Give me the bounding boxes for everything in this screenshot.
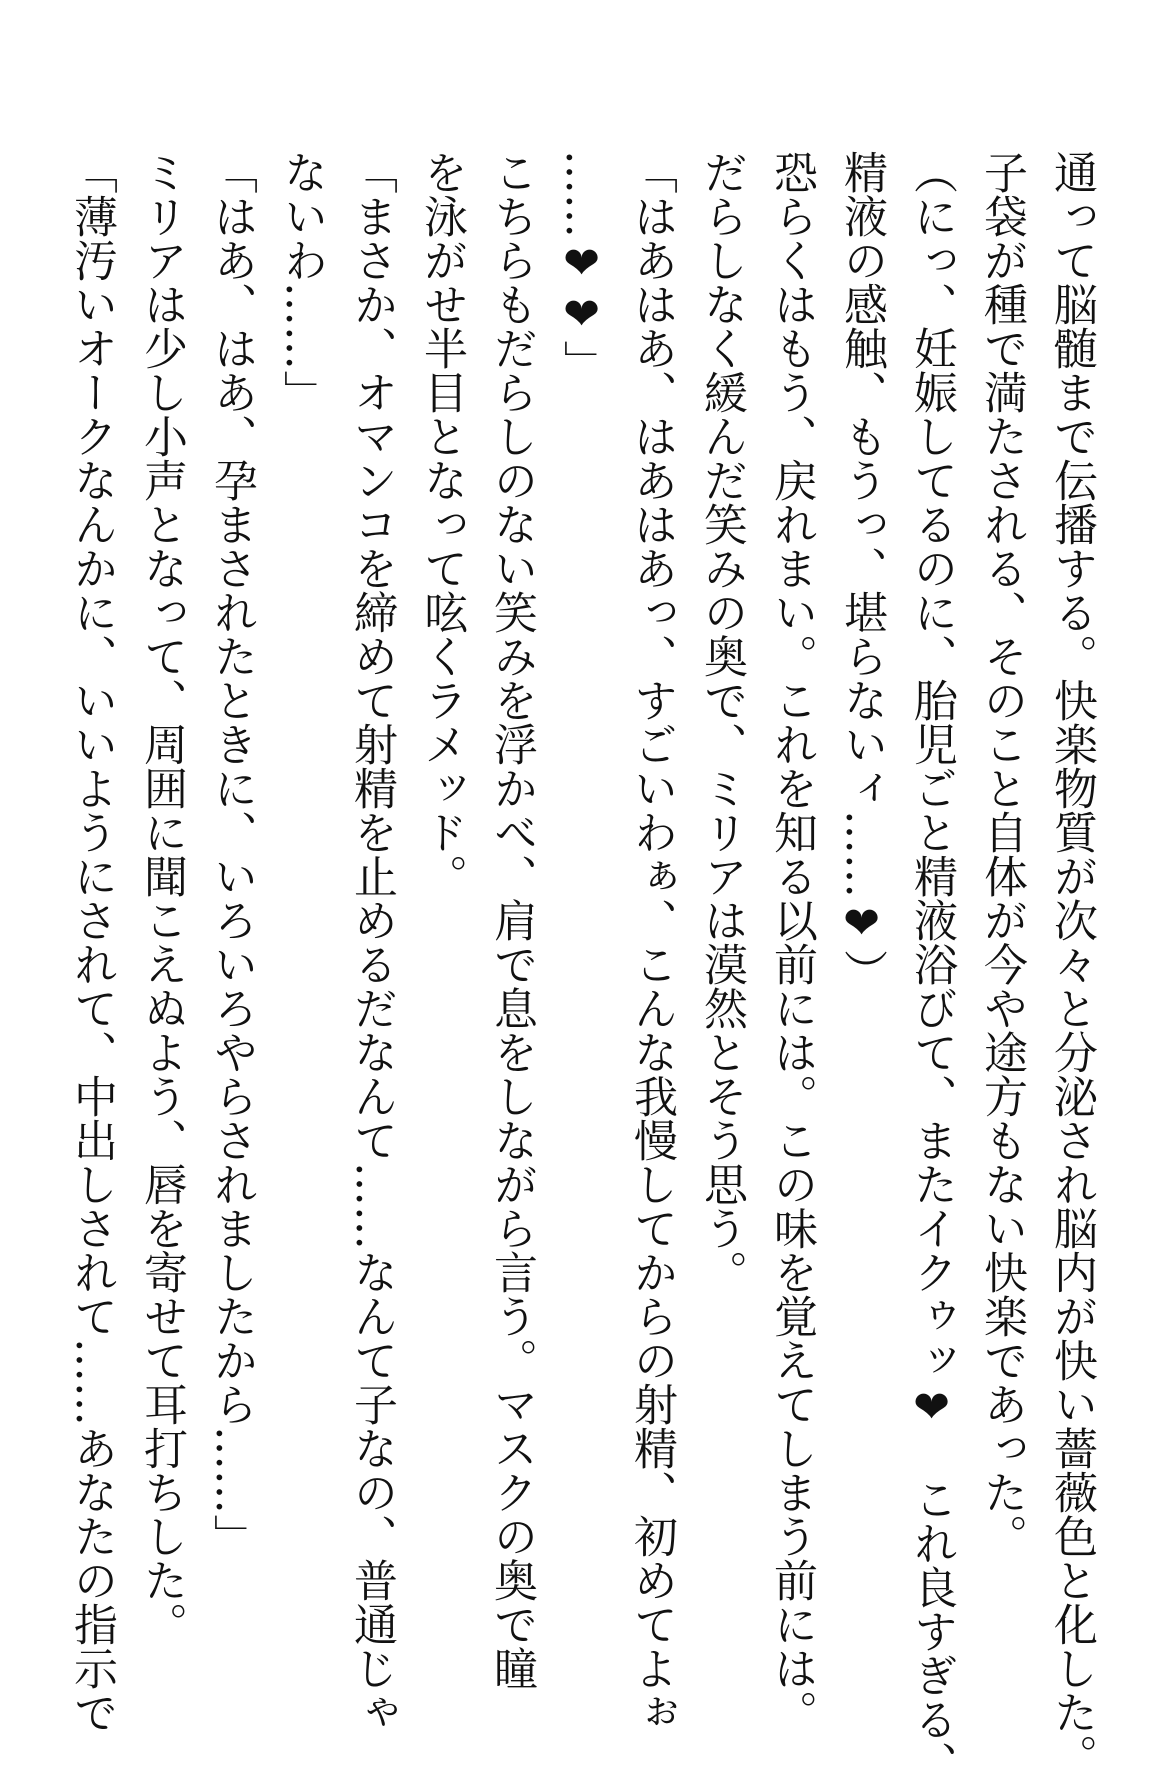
text-line: 「まさか、オマンコを締めて射精を止めるだなんて……なんて子なの、普通じゃ xyxy=(346,150,397,1734)
text-line: 「はあ、はあ、孕まされたときに、いろいろやらされましたから……」 xyxy=(206,150,257,1558)
text-line: を泳がせ半目となって呟くラメッド。 xyxy=(416,150,467,898)
text-line: ……❤❤」 xyxy=(556,150,607,384)
text-line: 精液の感触、もうっ、堪らないィ……❤） xyxy=(836,150,887,993)
text-line: （にっ、妊娠してるのに、胎児ごと精液浴びて、またイクゥッ❤ これ良すぎる、 xyxy=(906,150,957,1785)
text-line: ミリアは少し小声となって、周囲に聞こえぬよう、唇を寄せて耳打ちした。 xyxy=(136,150,187,1646)
text-line: 通って脳髄まで伝播する。快楽物質が次々と分泌され脳内が快い薔薇色と化した。 xyxy=(1046,150,1097,1778)
text-line: 子袋が種で満たされる、そのこと自体が今や途方もない快楽であった。 xyxy=(976,150,1027,1558)
text-line: こちらもだらしのない笑みを浮かべ、肩で息をしながら言う。マスクの奥で瞳 xyxy=(486,150,537,1690)
text-line: 「はあはあ、はあはあっ、すごいわぁ、こんな我慢してからの射精、初めてよぉ xyxy=(626,150,677,1734)
text-line: 「薄汚いオークなんかに、いいようにされて、中出しされて……あなたの指示で xyxy=(66,150,117,1734)
vertical-text-block xyxy=(56,150,1106,1785)
text-line: 恐らくはもう、戻れまい。これを知る以前には。この味を覚えてしまう前には。 xyxy=(766,150,817,1734)
text-line: だらしなく緩んだ笑みの奥で、ミリアは漠然とそう思う。 xyxy=(696,150,747,1294)
text-line: ないわ……」 xyxy=(276,150,327,414)
